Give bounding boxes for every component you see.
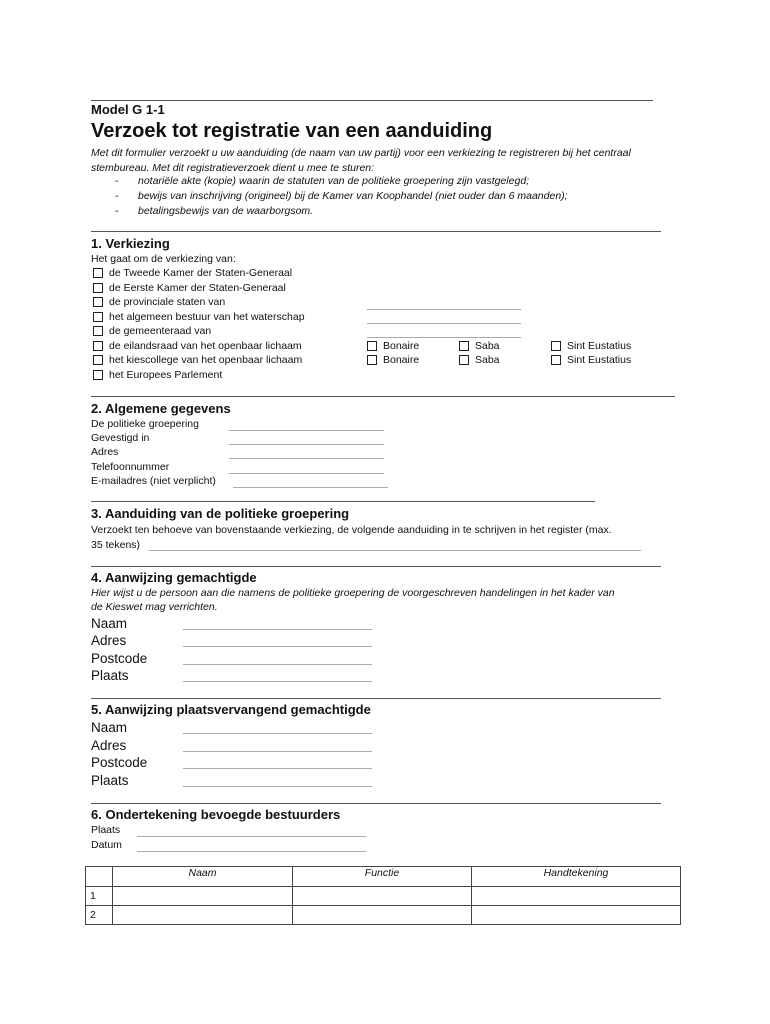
section-4-intro: de Kieswet mag verrichten.	[91, 601, 218, 613]
option-label: het Europees Parlement	[109, 369, 223, 381]
handtekening-cell[interactable]	[472, 906, 681, 925]
field-label: Gevestigd in	[91, 432, 150, 444]
checkbox-kiescollege-bonaire[interactable]	[367, 355, 377, 365]
section-3-heading: 3. Aanduiding van de politieke groepering	[91, 506, 350, 521]
checkbox-eilandsraad-saba[interactable]	[459, 341, 469, 351]
gevestigd-input[interactable]	[229, 444, 384, 445]
section-divider	[91, 396, 675, 397]
section-3-text: Verzoekt ten behoeve van bovenstaande verkiezing, de volgende aanduiding in te schrijven in het register (max.	[91, 524, 612, 536]
island-label: Bonaire	[383, 340, 420, 352]
gemachtigde-naam-input[interactable]	[183, 629, 372, 630]
field-label: Naam	[91, 616, 128, 631]
gemeenteraad-input[interactable]	[367, 337, 521, 338]
gemachtigde-adres-input[interactable]	[183, 646, 372, 647]
row-number: 1	[86, 887, 113, 906]
section-4-intro: Hier wijst u de persoon aan die namens de politieke groepering de voorgeschreven handelingen in het kader van	[91, 587, 615, 599]
field-label: Plaats	[91, 824, 121, 836]
ondertekening-datum-input[interactable]	[137, 851, 366, 852]
bullet-dash: -	[115, 175, 119, 187]
field-label: Adres	[91, 446, 119, 458]
section-divider	[91, 803, 661, 804]
functie-cell[interactable]	[293, 887, 472, 906]
field-label: E-mailadres (niet verplicht)	[91, 475, 216, 487]
table-corner-cell	[86, 867, 113, 887]
section-5-heading: 5. Aanwijzing plaatsvervangend gemachtigde	[91, 702, 371, 717]
field-label: Adres	[91, 738, 127, 753]
field-label: Postcode	[91, 651, 148, 666]
checkbox-waterschap[interactable]	[93, 312, 103, 322]
table-row	[86, 887, 681, 906]
option-label: de eilandsraad van het openbaar lichaam	[109, 340, 302, 352]
gemachtigde-plaats-input[interactable]	[183, 681, 372, 682]
option-label: het algemeen bestuur van het waterschap	[109, 311, 305, 323]
telefoon-input[interactable]	[229, 473, 384, 474]
field-label: Plaats	[91, 773, 129, 788]
island-label: Saba	[475, 354, 500, 366]
field-label: Datum	[91, 839, 122, 851]
island-label: Bonaire	[383, 354, 420, 366]
option-label: de Tweede Kamer der Staten-Generaal	[109, 267, 293, 279]
column-header-functie: Functie	[293, 867, 472, 887]
bullet-item: betalingsbewijs van de waarborgsom.	[138, 205, 314, 217]
bullet-item: bewijs van inschrijving (origineel) bij de Kamer van Koophandel (niet ouder dan 6 maanden);	[138, 190, 568, 202]
field-label: De politieke groepering	[91, 418, 199, 430]
email-input[interactable]	[233, 487, 388, 488]
field-label: Telefoonnummer	[91, 461, 170, 473]
checkbox-eilandsraad-bonaire[interactable]	[367, 341, 377, 351]
checkbox-kiescollege-saba[interactable]	[459, 355, 469, 365]
island-label: Saba	[475, 340, 500, 352]
table-header-row	[86, 867, 681, 887]
column-header-handtekening: Handtekening	[472, 867, 681, 887]
plaatsvervanger-postcode-input[interactable]	[183, 768, 372, 769]
section-divider	[91, 566, 661, 567]
top-rule	[91, 100, 653, 101]
option-label: het kiescollege van het openbaar lichaam	[109, 354, 303, 366]
form-model-number: Model G 1-1	[91, 102, 165, 117]
island-label: Sint Eustatius	[567, 354, 632, 366]
waterschap-input[interactable]	[367, 323, 521, 324]
groepering-input[interactable]	[229, 430, 384, 431]
section-2-heading: 2. Algemene gegevens	[91, 401, 231, 416]
bullet-dash: -	[115, 190, 119, 202]
gemachtigde-postcode-input[interactable]	[183, 664, 372, 665]
field-label: Naam	[91, 720, 128, 735]
ondertekening-plaats-input[interactable]	[137, 836, 366, 837]
row-number: 2	[86, 906, 113, 925]
section-6-heading: 6. Ondertekening bevoegde bestuurders	[91, 807, 341, 822]
handtekening-cell[interactable]	[472, 887, 681, 906]
checkbox-tweede-kamer[interactable]	[93, 268, 103, 278]
adres-input[interactable]	[229, 458, 384, 459]
option-label: de gemeenteraad van	[109, 325, 212, 337]
intro-text: Met dit formulier verzoekt u uw aanduiding (de naam van uw partij) voor een verkiezing te registreren bij het centraal stembureau. Met dit registratieverzoek dient u mee te sturen:	[91, 147, 631, 174]
plaatsvervanger-plaats-input[interactable]	[183, 786, 372, 787]
section-4-heading: 4. Aanwijzing gemachtigde	[91, 570, 257, 585]
bullet-dash: -	[115, 205, 119, 217]
plaatsvervanger-adres-input[interactable]	[183, 751, 372, 752]
column-header-naam: Naam	[113, 867, 293, 887]
section-1-lead: Het gaat om de verkiezing van:	[91, 253, 236, 265]
section-3-text: 35 tekens)	[91, 539, 141, 551]
plaatsvervanger-naam-input[interactable]	[183, 733, 372, 734]
field-label: Adres	[91, 633, 127, 648]
island-label: Sint Eustatius	[567, 340, 632, 352]
section-1-heading: 1. Verkiezing	[91, 236, 170, 251]
section-divider	[91, 231, 661, 232]
page-title: Verzoek tot registratie van een aanduiding	[91, 120, 493, 142]
functie-cell[interactable]	[293, 906, 472, 925]
checkbox-kiescollege-sint-eustatius[interactable]	[551, 355, 561, 365]
checkbox-europees-parlement[interactable]	[93, 370, 103, 380]
checkbox-provinciale-staten[interactable]	[93, 297, 103, 307]
checkbox-kiescollege[interactable]	[93, 355, 103, 365]
checkbox-eerste-kamer[interactable]	[93, 283, 103, 293]
checkbox-gemeenteraad[interactable]	[93, 326, 103, 336]
checkbox-eilandsraad-sint-eustatius[interactable]	[551, 341, 561, 351]
option-label: de Eerste Kamer der Staten-Generaal	[109, 282, 286, 294]
signature-table	[85, 866, 681, 925]
naam-cell[interactable]	[113, 887, 293, 906]
naam-cell[interactable]	[113, 906, 293, 925]
bullet-item: notariële akte (kopie) waarin de statuten van de politieke groepering zijn vastgelegd;	[138, 175, 530, 187]
field-label: Postcode	[91, 755, 148, 770]
section-divider	[91, 501, 595, 502]
table-row	[86, 906, 681, 925]
field-label: Plaats	[91, 668, 129, 683]
aanduiding-input[interactable]	[149, 550, 641, 551]
option-label: de provinciale staten van	[109, 296, 226, 308]
section-divider	[91, 698, 661, 699]
checkbox-eilandsraad[interactable]	[93, 341, 103, 351]
provinciale-staten-input[interactable]	[367, 309, 521, 310]
